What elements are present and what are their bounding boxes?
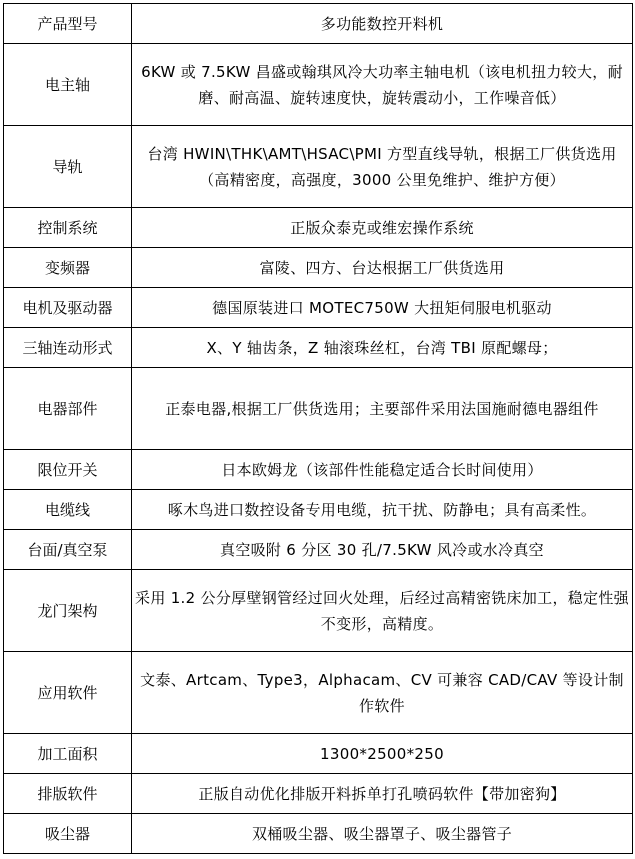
table-row-spindle	[4, 44, 633, 126]
row-label: 电机及驱动器	[4, 288, 132, 328]
row-value: 德国原装进口 MOTEC750W 大扭矩伺服电机驱动	[132, 288, 633, 328]
table-row-control-system	[4, 208, 633, 248]
table-row-model	[4, 4, 633, 44]
row-value: 文泰、Artcam、Type3，Alphacam、CV 可兼容 CAD/CAV 等设计制作软件	[132, 652, 633, 734]
table-row-inverter	[4, 248, 633, 288]
row-value: 双桶吸尘器、吸尘器罩子、吸尘器管子	[132, 814, 633, 854]
row-label: 电器部件	[4, 368, 132, 450]
row-label: 龙门架构	[4, 570, 132, 652]
row-label: 电主轴	[4, 44, 132, 126]
row-value: 正版自动优化排版开料拆单打孔喷码软件【带加密狗】	[132, 774, 633, 814]
row-label: 加工面积	[4, 734, 132, 774]
table-row-cable	[4, 490, 633, 530]
row-label: 台面/真空泵	[4, 530, 132, 570]
row-value: 日本欧姆龙（该部件性能稳定适合长时间使用）	[132, 450, 633, 490]
table-row-motor-driver	[4, 288, 633, 328]
row-value: 6KW 或 7.5KW 昌盛或翰琪风冷大功率主轴电机（该电机扭力较大，耐磨、耐高温、旋转速度快，旋转震动小，工作噪音低）	[132, 44, 633, 126]
row-value: 台湾 HWIN\THK\AMT\HSAC\PMI 方型直线导轨，根据工厂供货选用 （高精密度，高强度，3000 公里免维护、维护方便）	[132, 126, 633, 208]
row-value: 啄木鸟进口数控设备专用电缆，抗干扰、防静电；具有高柔性。	[132, 490, 633, 530]
row-label: 变频器	[4, 248, 132, 288]
table-row-electrical	[4, 368, 633, 450]
table-row-three-axis	[4, 328, 633, 368]
row-value: 富陵、四方、台达根据工厂供货选用	[132, 248, 633, 288]
row-label: 应用软件	[4, 652, 132, 734]
row-value: 正版众泰克或维宏操作系统	[132, 208, 633, 248]
row-label: 电缆线	[4, 490, 132, 530]
spec-table	[3, 3, 633, 854]
row-label: 三轴连动形式	[4, 328, 132, 368]
table-row-gantry	[4, 570, 633, 652]
table-row-nesting-software	[4, 774, 633, 814]
row-value: X、Y 轴齿条，Z 轴滚珠丝杠，台湾 TBI 原配螺母；	[132, 328, 633, 368]
row-label: 吸尘器	[4, 814, 132, 854]
table-row-limit-switch	[4, 450, 633, 490]
table-row-vacuum-table	[4, 530, 633, 570]
row-value: 正泰电器,根据工厂供货选用；主要部件采用法国施耐德电器组件	[132, 368, 633, 450]
table-row-dust-collector	[4, 814, 633, 854]
row-value: 多功能数控开料机	[132, 4, 633, 44]
row-label: 排版软件	[4, 774, 132, 814]
row-label: 导轨	[4, 126, 132, 208]
table-row-guide-rail	[4, 126, 633, 208]
row-label: 限位开关	[4, 450, 132, 490]
row-value: 真空吸附 6 分区 30 孔/7.5KW 风冷或水冷真空	[132, 530, 633, 570]
table-row-work-area	[4, 734, 633, 774]
row-label: 控制系统	[4, 208, 132, 248]
row-value: 采用 1.2 公分厚壁钢管经过回火处理，后经过高精密铣床加工，稳定性强不变形，高精度。	[132, 570, 633, 652]
row-value: 1300*2500*250	[132, 734, 633, 774]
row-label: 产品型号	[4, 4, 132, 44]
table-row-software	[4, 652, 633, 734]
